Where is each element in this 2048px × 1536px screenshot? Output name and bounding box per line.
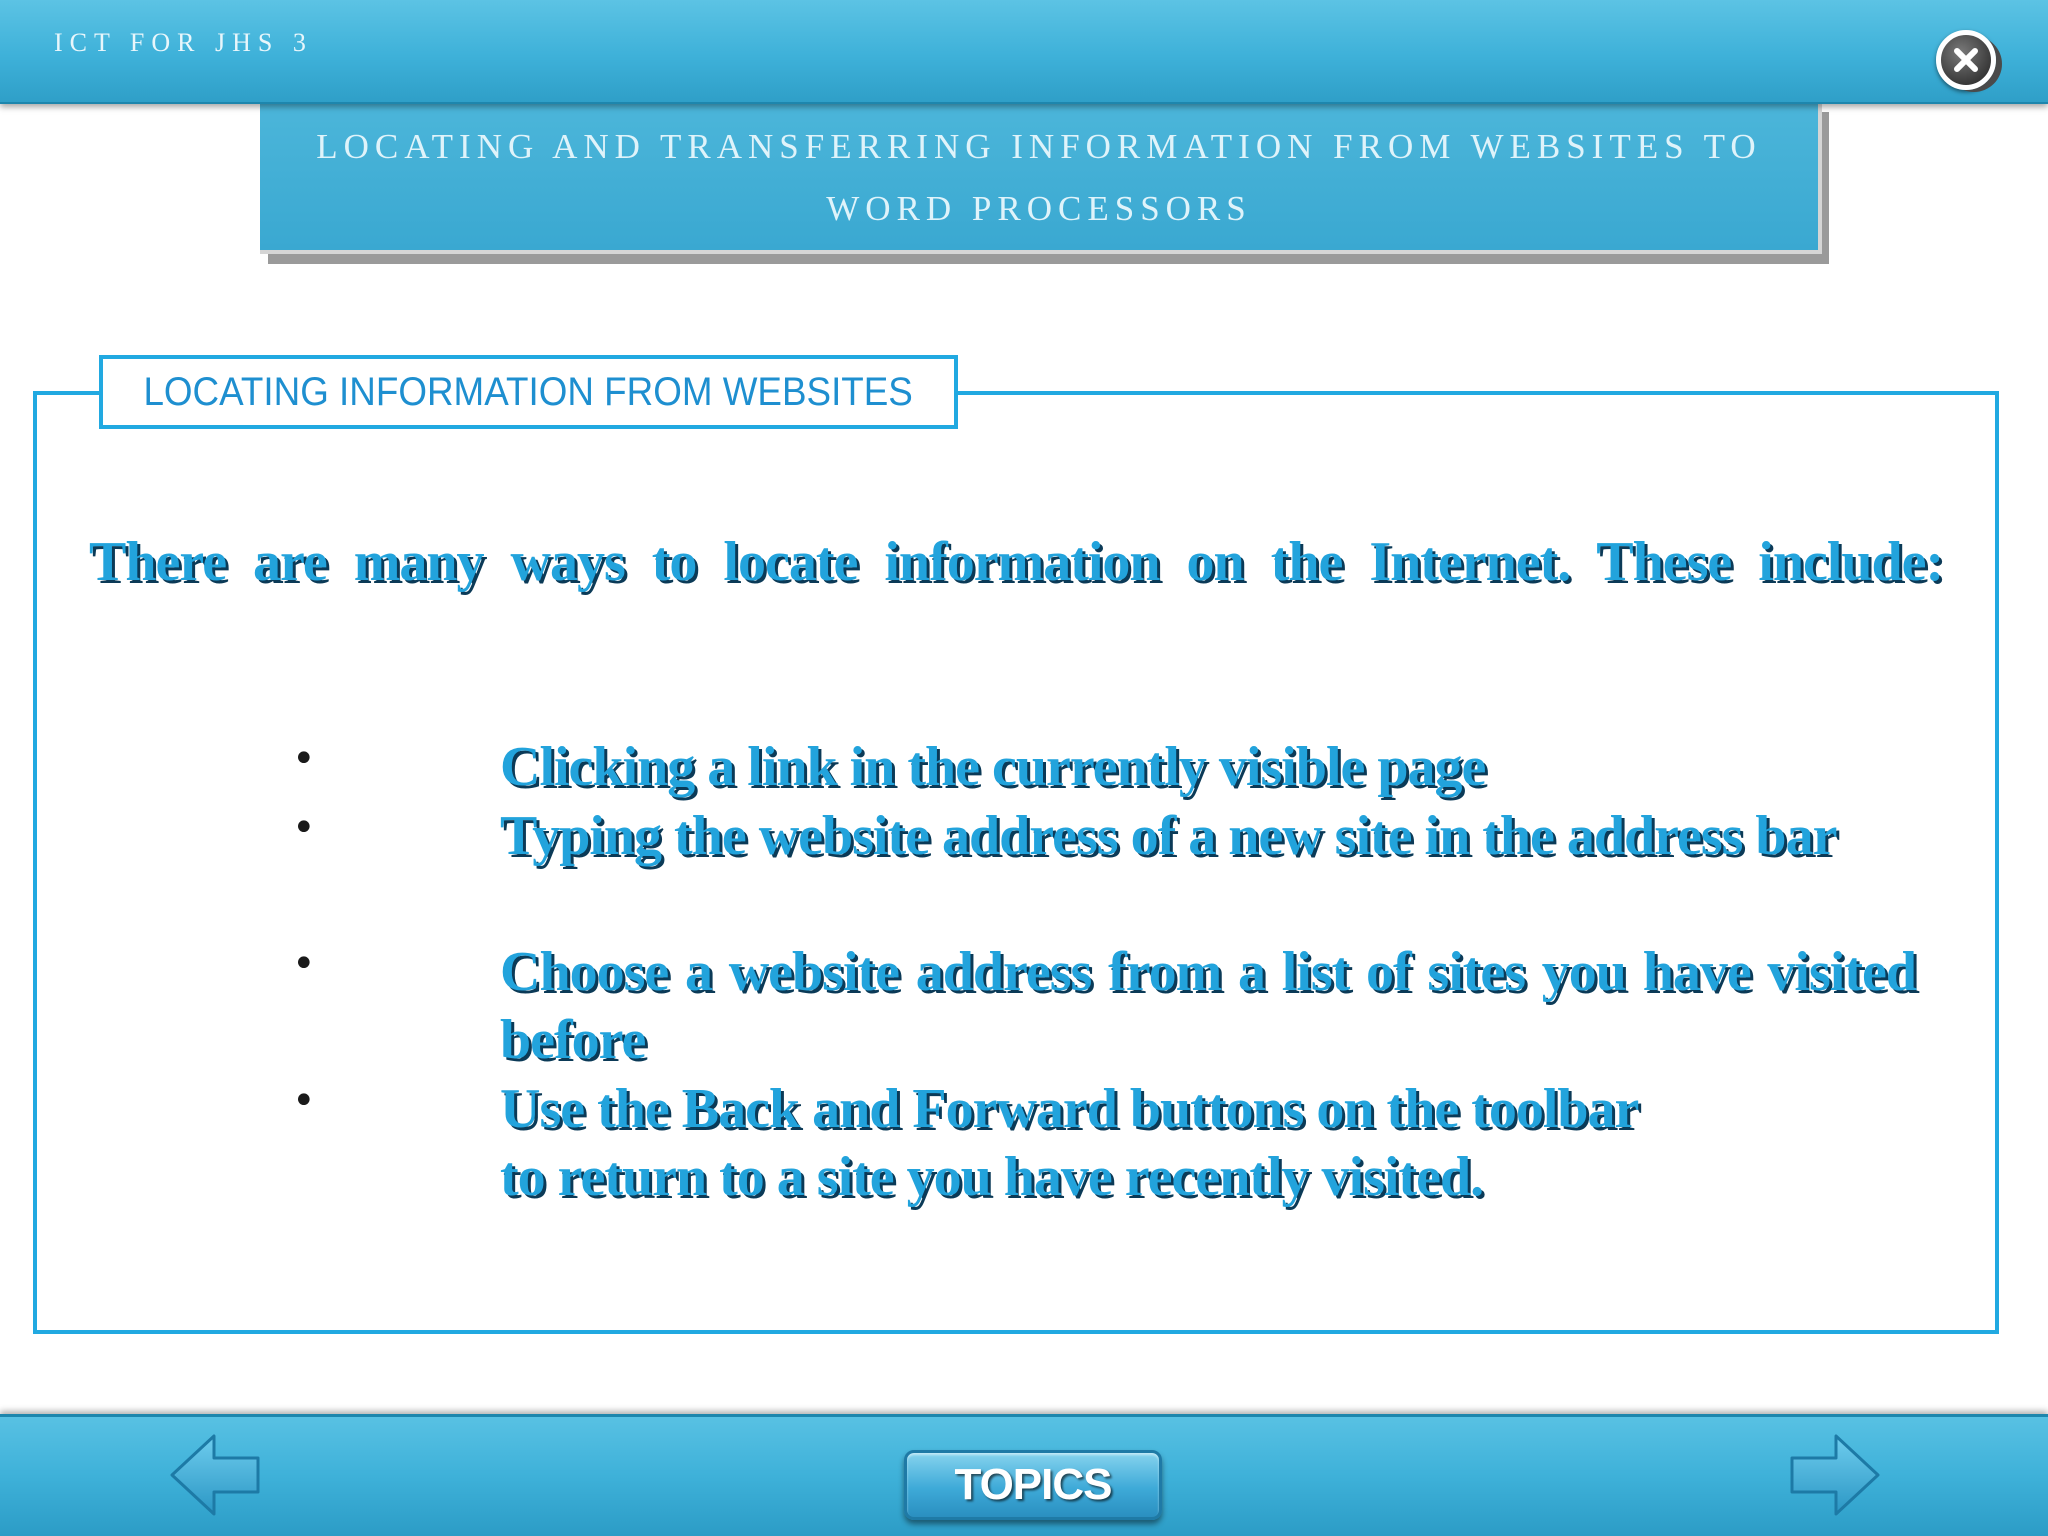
bullet-marker: • <box>292 805 316 851</box>
previous-button[interactable] <box>168 1430 264 1520</box>
list-item: Typing the website address of a new site in the address bar <box>500 805 1837 867</box>
list-item: Clicking a link in the currently visible page <box>500 736 1486 798</box>
bullet-marker: • <box>292 736 316 782</box>
list-item: Choose a website address from a list of sites you have visited before <box>500 941 1916 1071</box>
list-item: Use the Back and Forward buttons on the toolbar <box>500 1078 1639 1140</box>
bullet-marker: • <box>292 941 316 987</box>
close-button[interactable] <box>1936 30 1996 90</box>
page-title-line-2: WORD PROCESSORS <box>826 189 1252 228</box>
section-heading-tab <box>99 355 958 429</box>
section-heading: LOCATING INFORMATION FROM WEBSITES <box>143 369 914 414</box>
topics-button[interactable] <box>904 1450 1162 1520</box>
page-title-line-1: LOCATING AND TRANSFERRING INFORMATION FROM WEBSITES TO <box>316 127 1762 166</box>
top-header-bar <box>0 0 2048 104</box>
arrow-left-icon <box>168 1430 264 1520</box>
arrow-right-icon <box>1786 1430 1882 1520</box>
app-title: ICT FOR JHS 3 <box>54 28 313 57</box>
close-icon <box>1951 45 1981 75</box>
bullet-marker: • <box>292 1078 316 1124</box>
title-banner <box>260 100 1822 254</box>
intro-paragraph: There are many ways to locate information on the Internet. These include: <box>89 531 1944 593</box>
next-button[interactable] <box>1786 1430 1882 1520</box>
topics-button-label: TOPICS <box>954 1460 1112 1509</box>
page-title <box>316 116 1761 240</box>
list-item-continuation: to return to a site you have recently visited. <box>500 1146 1484 1208</box>
